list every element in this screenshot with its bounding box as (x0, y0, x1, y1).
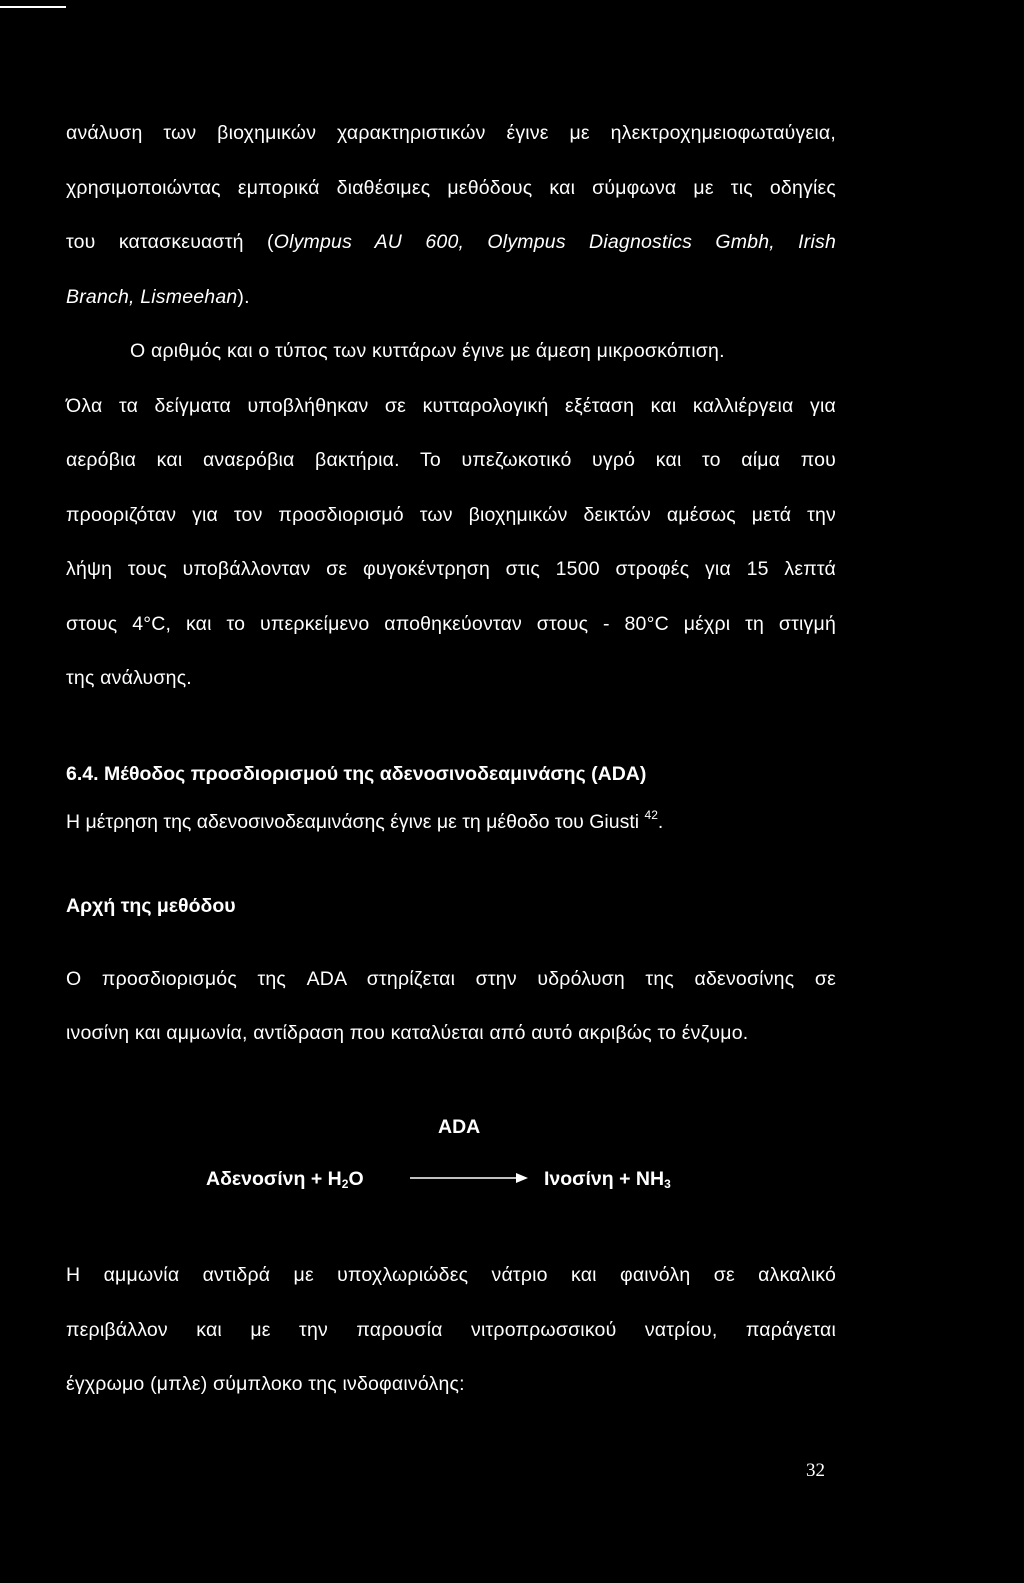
paragraph-method (66, 952, 836, 1061)
intro-text: Η μέτρηση της αδενοσινοδεαμινάσης έγινε με τη μέθοδο του Giusti (66, 810, 645, 833)
reaction-arrow-icon (410, 1171, 530, 1185)
text-line (66, 215, 836, 270)
citation-ref: 42 (644, 807, 658, 822)
text-line: λήψη τους υποβάλλονταν σε φυγοκέντρηση στις 1500 στροφές για 15 λεπτά (66, 558, 836, 580)
paragraph-analysis (66, 106, 836, 324)
text-line: προοριζόταν για τον προσδιορισμό των βιοχημικών δεικτών αμέσως μετά την (66, 503, 836, 526)
text-line: Η αμμωνία αντιδρά με υποχλωριώδες νάτριο και φαινόλη σε αλκαλικό (66, 1264, 836, 1286)
section-heading: 6.4. Μέθοδος προσδιορισμού της αδενοσινοδεαμινάσης (ADA) (66, 762, 647, 785)
method-heading: Αρχή της μεθόδου (66, 894, 236, 917)
text-line: της ανάλυσης. (66, 667, 192, 689)
top-rule (0, 6, 66, 8)
reactant (206, 1168, 364, 1191)
product-subscript: 3 (664, 1177, 671, 1191)
spacer (66, 846, 836, 882)
page-number: 32 (806, 1460, 825, 1481)
text-fragment: ). (237, 285, 250, 308)
text-line: χρησιμοποιώντας εμπορικά διαθέσιμες μεθόδους και σύμφωνα με τις οδηγίες (66, 176, 836, 199)
spacer (66, 930, 836, 952)
intro-end: . (657, 810, 664, 833)
spacer (66, 706, 836, 750)
product (544, 1168, 671, 1191)
reactant-suffix: O (348, 1168, 364, 1190)
reactant-text: Αδενοσίνη + H (206, 1168, 342, 1190)
product-text: Ινοσίνη + NH (544, 1168, 665, 1190)
reactant-subscript: 2 (341, 1177, 349, 1191)
paragraph-ammonia (66, 1248, 836, 1412)
document-body (66, 106, 836, 1061)
manufacturer-italic: Branch, Lismeehan (66, 285, 238, 308)
text-line: ανάλυση των βιοχημικών χαρακτηριστικών έγινε με ηλεκτροχημειοφωταύγεια, (66, 122, 836, 144)
text-line: Όλα τα δείγματα υποβλήθηκαν σε κυτταρολογική εξέταση και καλλιέργεια για (66, 394, 836, 417)
text-line: Ο αριθμός και ο τύπος των κυττάρων έγινε με άμεση μικροσκόπιση. (130, 340, 725, 362)
text-line: περιβάλλον και με την παρουσία νιτροπρωσσικού νατρίου, παράγεται (66, 1318, 836, 1341)
text-line: ινοσίνη και αμμωνία, αντίδραση που καταλύεται από αυτό ακριβώς το ένζυμο. (66, 1022, 749, 1044)
text-line: στους 4°C, και το υπερκείμενο αποθηκεύονταν στους - 80°C μέχρι τη στιγμή (66, 612, 836, 635)
manufacturer-italic: Olympus AU 600, Olympus Diagnostics Gmbh, Irish (273, 231, 836, 253)
document-body-lower (66, 1248, 836, 1412)
paragraph-cells (66, 324, 836, 706)
text-fragment: του κατασκευαστή ( (66, 231, 274, 253)
text-line: έγχρωμο (μπλε) σύμπλοκο της ινδοφαινόλης: (66, 1373, 465, 1395)
text-line: αερόβια και αναερόβια βακτήρια. Το υπεζωκοτικό υγρό και το αίμα που (66, 449, 836, 471)
text-line (66, 270, 836, 325)
enzyme-label: ADA (438, 1116, 481, 1138)
section-intro (66, 798, 836, 846)
reaction-equation (0, 1108, 1024, 1191)
text-line: Ο προσδιορισμός της ADA στηρίζεται στην υδρόλυση της αδενοσίνης σε (66, 967, 836, 990)
